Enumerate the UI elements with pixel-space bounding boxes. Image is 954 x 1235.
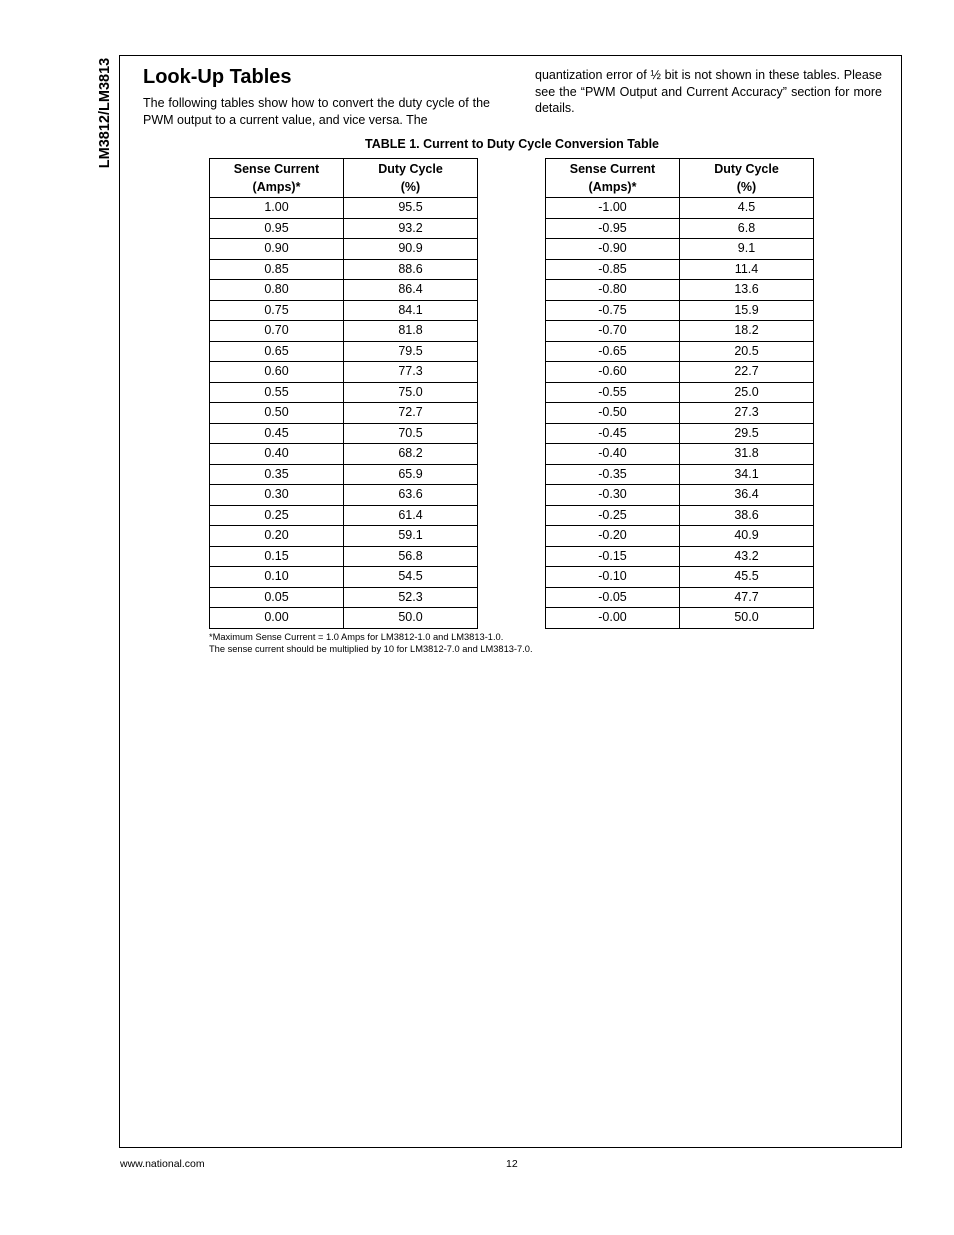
table-row (546, 382, 814, 403)
cell-sense-current: -0.50 (546, 403, 680, 424)
cell-sense-current: 0.15 (210, 546, 344, 567)
table-row (546, 444, 814, 465)
cell-duty-cycle: 22.7 (680, 362, 814, 383)
cell-sense-current: -0.05 (546, 587, 680, 608)
table-header-row (546, 159, 814, 198)
table-footnote-max-current: *Maximum Sense Current = 1.0 Amps for LM3812-1.0 and LM3813-1.0. (209, 632, 504, 642)
cell-sense-current: 1.00 (210, 198, 344, 219)
cell-sense-current: -0.25 (546, 505, 680, 526)
table-row (210, 526, 478, 547)
cell-duty-cycle: 25.0 (680, 382, 814, 403)
table-row (546, 259, 814, 280)
table-row (210, 362, 478, 383)
cell-duty-cycle: 79.5 (344, 341, 478, 362)
table-body-positive (210, 198, 478, 629)
cell-duty-cycle: 38.6 (680, 505, 814, 526)
table-row (210, 341, 478, 362)
header-sense-current-line1: Sense Current (569, 161, 656, 176)
table-body-negative (546, 198, 814, 629)
table-header-row (210, 159, 478, 198)
cell-sense-current: -0.20 (546, 526, 680, 547)
cell-duty-cycle: 63.6 (344, 485, 478, 506)
table-row (210, 300, 478, 321)
cell-duty-cycle: 65.9 (344, 464, 478, 485)
cell-sense-current: 0.25 (210, 505, 344, 526)
cell-sense-current: -1.00 (546, 198, 680, 219)
table-row (210, 403, 478, 424)
cell-duty-cycle: 54.5 (344, 567, 478, 588)
table-footnote-multiplier: The sense current should be multiplied by 10 for LM3812-7.0 and LM3813-7.0. (209, 644, 533, 654)
table-row (546, 485, 814, 506)
cell-duty-cycle: 86.4 (344, 280, 478, 301)
header-sense-current-line1: Sense Current (233, 161, 320, 176)
table-row (546, 567, 814, 588)
cell-duty-cycle: 70.5 (344, 423, 478, 444)
cell-duty-cycle: 9.1 (680, 239, 814, 260)
cell-sense-current: 0.65 (210, 341, 344, 362)
table-row (546, 505, 814, 526)
header-sense-current (546, 159, 680, 198)
cell-duty-cycle: 34.1 (680, 464, 814, 485)
table-row (210, 259, 478, 280)
cell-sense-current: -0.40 (546, 444, 680, 465)
cell-sense-current: 0.00 (210, 608, 344, 629)
table-row (210, 444, 478, 465)
table-row (546, 218, 814, 239)
cell-duty-cycle: 47.7 (680, 587, 814, 608)
table-row (210, 321, 478, 342)
cell-duty-cycle: 88.6 (344, 259, 478, 280)
cell-duty-cycle: 4.5 (680, 198, 814, 219)
cell-sense-current: 0.05 (210, 587, 344, 608)
cell-duty-cycle: 43.2 (680, 546, 814, 567)
header-sense-current-line2: (Amps)* (252, 180, 301, 194)
cell-duty-cycle: 50.0 (344, 608, 478, 629)
header-duty-cycle-line1: Duty Cycle (714, 161, 779, 176)
table-row (210, 218, 478, 239)
table-row (546, 239, 814, 260)
cell-sense-current: -0.75 (546, 300, 680, 321)
cell-duty-cycle: 13.6 (680, 280, 814, 301)
table-row (546, 608, 814, 629)
cell-sense-current: -0.80 (546, 280, 680, 301)
table-row (546, 362, 814, 383)
cell-duty-cycle: 31.8 (680, 444, 814, 465)
cell-duty-cycle: 77.3 (344, 362, 478, 383)
header-sense-current (210, 159, 344, 198)
cell-duty-cycle: 56.8 (344, 546, 478, 567)
cell-sense-current: 0.20 (210, 526, 344, 547)
cell-duty-cycle: 81.8 (344, 321, 478, 342)
cell-sense-current: 0.70 (210, 321, 344, 342)
header-sense-current-line2: (Amps)* (588, 180, 637, 194)
cell-sense-current: 0.30 (210, 485, 344, 506)
cell-sense-current: 0.10 (210, 567, 344, 588)
cell-sense-current: -0.70 (546, 321, 680, 342)
cell-sense-current: -0.00 (546, 608, 680, 629)
cell-sense-current: -0.90 (546, 239, 680, 260)
table-row (210, 423, 478, 444)
table-row (546, 587, 814, 608)
footer-page-number: 12 (506, 1158, 518, 1170)
cell-duty-cycle: 20.5 (680, 341, 814, 362)
table-row (546, 423, 814, 444)
cell-sense-current: 0.75 (210, 300, 344, 321)
cell-duty-cycle: 68.2 (344, 444, 478, 465)
cell-sense-current: 0.90 (210, 239, 344, 260)
table-row (210, 608, 478, 629)
cell-sense-current: 0.35 (210, 464, 344, 485)
cell-sense-current: 0.45 (210, 423, 344, 444)
cell-duty-cycle: 45.5 (680, 567, 814, 588)
intro-paragraph-left: The following tables show how to convert the duty cycle of the PWM output to a current value, and vice versa. The (143, 96, 490, 127)
table-row (546, 341, 814, 362)
table-row (210, 485, 478, 506)
cell-sense-current: -0.60 (546, 362, 680, 383)
cell-duty-cycle: 93.2 (344, 218, 478, 239)
table-row (546, 300, 814, 321)
cell-sense-current: -0.10 (546, 567, 680, 588)
footer-url[interactable]: www.national.com (120, 1158, 205, 1170)
table-row (546, 526, 814, 547)
cell-duty-cycle: 90.9 (344, 239, 478, 260)
cell-sense-current: -0.85 (546, 259, 680, 280)
table-row (210, 567, 478, 588)
table-row (546, 280, 814, 301)
cell-sense-current: 0.40 (210, 444, 344, 465)
table-row (546, 403, 814, 424)
cell-sense-current: -0.30 (546, 485, 680, 506)
cell-duty-cycle: 95.5 (344, 198, 478, 219)
cell-sense-current: 0.50 (210, 403, 344, 424)
cell-sense-current: -0.45 (546, 423, 680, 444)
table-row (210, 505, 478, 526)
cell-duty-cycle: 40.9 (680, 526, 814, 547)
side-title (94, 52, 116, 174)
cell-duty-cycle: 6.8 (680, 218, 814, 239)
cell-sense-current: 0.95 (210, 218, 344, 239)
table-row (546, 464, 814, 485)
table-row (210, 239, 478, 260)
intro-paragraph-right: quantization error of ½ bit is not shown in these tables. Please see the “PWM Output and Current Accuracy” section for more details. (535, 68, 882, 115)
conversion-table-negative (545, 158, 814, 629)
header-duty-cycle-line2: (%) (400, 180, 421, 194)
cell-sense-current: 0.60 (210, 362, 344, 383)
table-row (546, 321, 814, 342)
cell-sense-current: 0.85 (210, 259, 344, 280)
cell-duty-cycle: 27.3 (680, 403, 814, 424)
cell-duty-cycle: 84.1 (344, 300, 478, 321)
table-row (210, 198, 478, 219)
header-duty-cycle (680, 159, 814, 198)
table-row (546, 198, 814, 219)
cell-duty-cycle: 36.4 (680, 485, 814, 506)
header-duty-cycle-line1: Duty Cycle (378, 161, 443, 176)
header-duty-cycle (344, 159, 478, 198)
table-caption: TABLE 1. Current to Duty Cycle Conversion Table (364, 137, 660, 151)
cell-sense-current: -0.15 (546, 546, 680, 567)
table-row (546, 546, 814, 567)
cell-duty-cycle: 18.2 (680, 321, 814, 342)
cell-sense-current: -0.65 (546, 341, 680, 362)
cell-duty-cycle: 72.7 (344, 403, 478, 424)
table-row (210, 280, 478, 301)
cell-sense-current: 0.55 (210, 382, 344, 403)
conversion-table-positive (209, 158, 478, 629)
cell-duty-cycle: 75.0 (344, 382, 478, 403)
side-title-text: LM3812/LM3813 (97, 57, 113, 169)
cell-sense-current: -0.35 (546, 464, 680, 485)
cell-sense-current: 0.80 (210, 280, 344, 301)
cell-duty-cycle: 15.9 (680, 300, 814, 321)
table-row (210, 464, 478, 485)
table-row (210, 587, 478, 608)
table-row (210, 546, 478, 567)
cell-duty-cycle: 61.4 (344, 505, 478, 526)
table-row (210, 382, 478, 403)
cell-sense-current: -0.55 (546, 382, 680, 403)
cell-duty-cycle: 50.0 (680, 608, 814, 629)
header-duty-cycle-line2: (%) (736, 180, 757, 194)
cell-duty-cycle: 59.1 (344, 526, 478, 547)
cell-duty-cycle: 29.5 (680, 423, 814, 444)
cell-sense-current: -0.95 (546, 218, 680, 239)
cell-duty-cycle: 11.4 (680, 259, 814, 280)
cell-duty-cycle: 52.3 (344, 587, 478, 608)
section-heading: Look-Up Tables (143, 66, 292, 88)
